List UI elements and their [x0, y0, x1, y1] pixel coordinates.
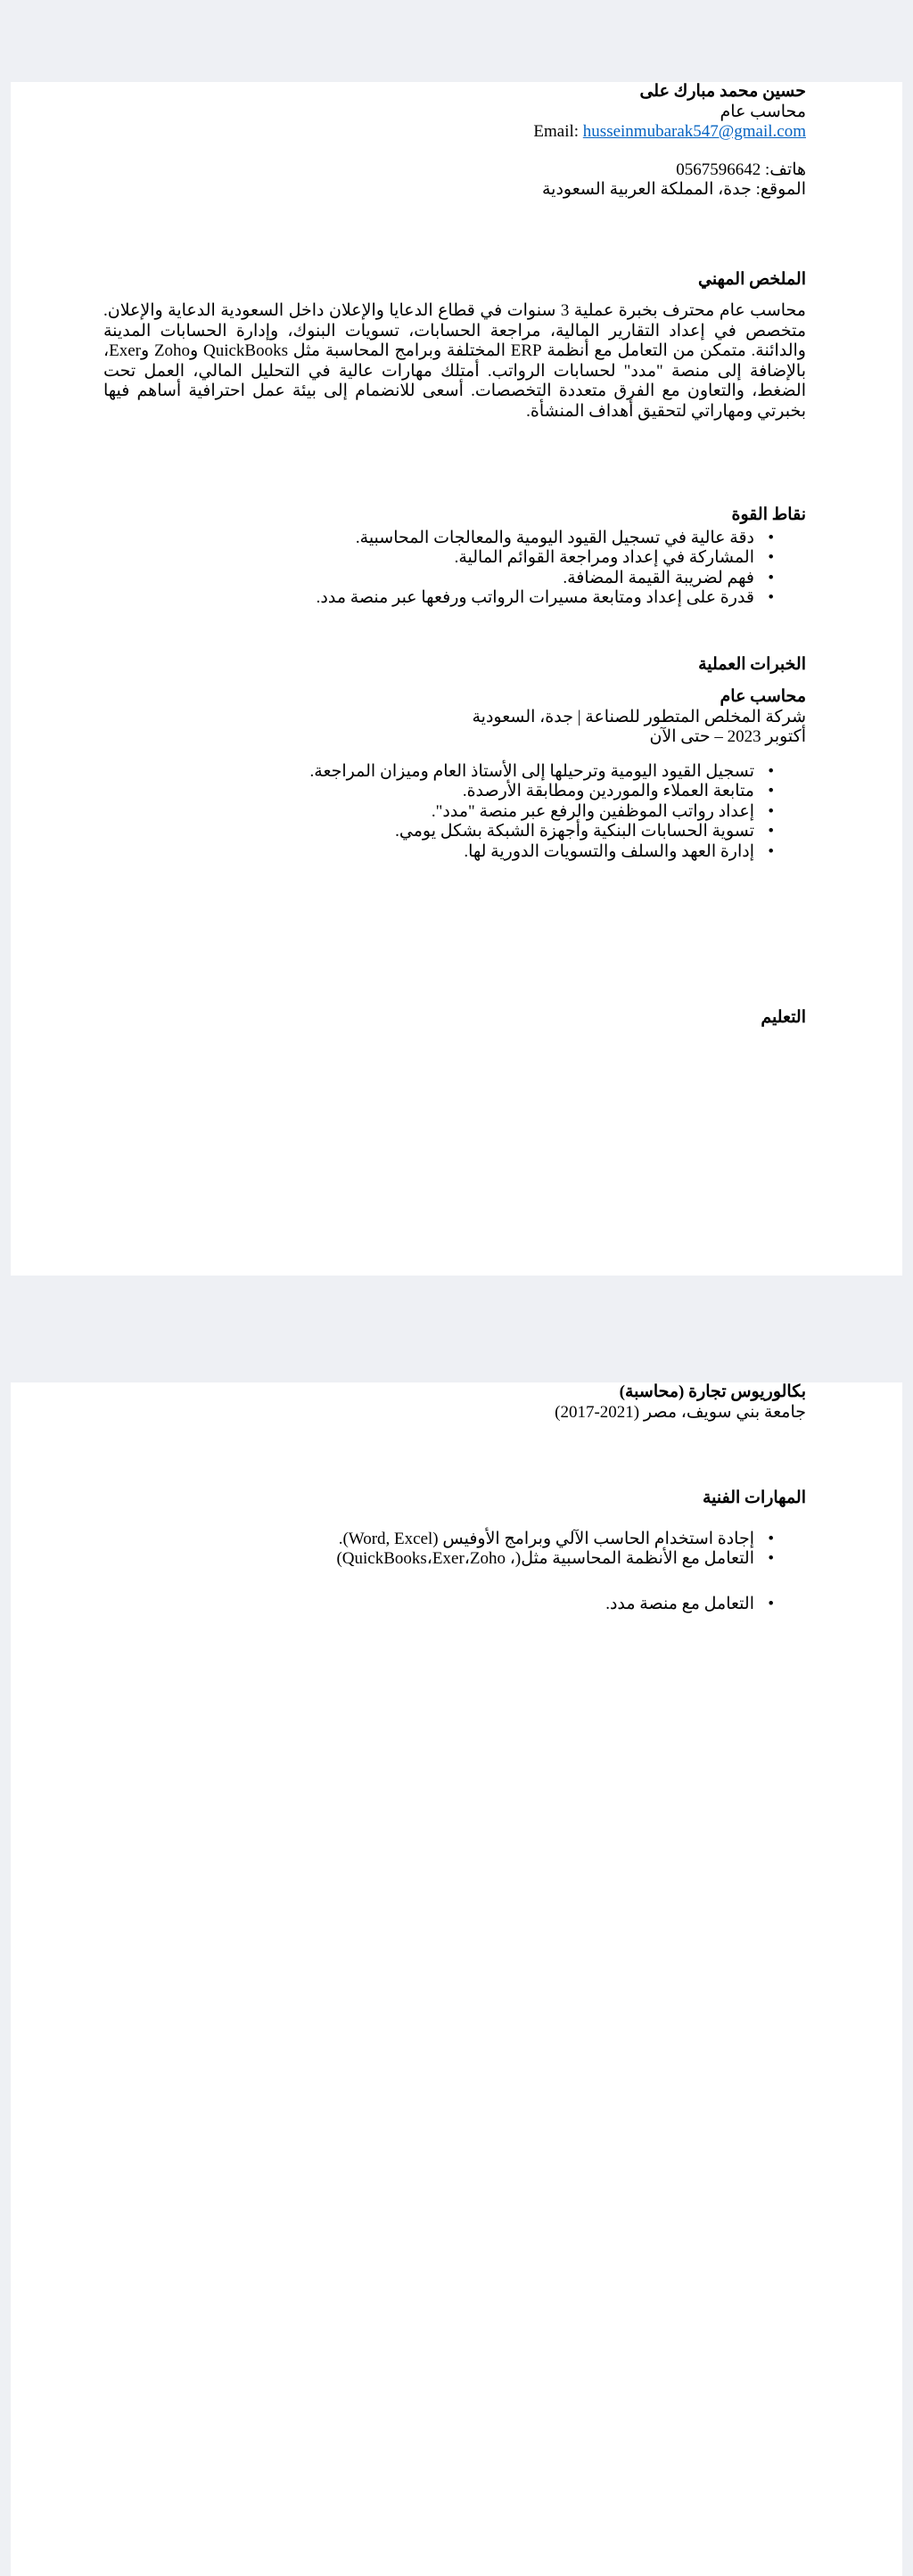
candidate-name: حسين محمد مبارك على — [639, 82, 806, 101]
list-item: • متابعة العملاء والموردين ومطابقة الأرصدة. — [103, 782, 774, 802]
list-item: • قدرة على إعداد ومتابعة مسيرات الرواتب ورفعها عبر منصة مدد. — [103, 588, 774, 609]
education-entry — [103, 1382, 806, 1423]
date-range: أكتوبر 2023 – حتى الآن — [649, 727, 806, 746]
experience-list — [103, 762, 806, 863]
phone-line: هاتف: 0567596642 — [676, 160, 806, 179]
email-label: Email: — [533, 122, 583, 141]
list-item: • تسجيل القيود اليومية وترحيلها إلى الأستاذ العام وميزان المراجعة. — [103, 762, 774, 783]
list-item: • تسوية الحسابات البنكية وأجهزة الشبكة بشكل يومي. — [103, 822, 774, 842]
list-item: • فهم لضريبة القيمة المضافة. — [103, 569, 774, 589]
contact-block — [103, 160, 806, 201]
resume-header — [103, 82, 806, 201]
skills-list — [103, 1530, 806, 1615]
list-item: • إجادة استخدام الحاسب الآلي وبرامج الأوفيس (Word, Excel). — [103, 1530, 774, 1550]
candidate-job-title: محاسب عام — [720, 102, 806, 121]
email-line — [103, 122, 806, 143]
job-title: محاسب عام — [720, 687, 806, 706]
list-item: • إعداد رواتب الموظفين والرفع عبر منصة "مدد". — [103, 802, 774, 823]
section-heading-skills: المهارات الفنية — [702, 1489, 806, 1507]
list-item: • إدارة العهد والسلف والتسويات الدورية لها. — [103, 842, 774, 863]
section-heading-summary: الملخص المهني — [697, 269, 806, 289]
degree-title: بكالوريوس تجارة (محاسبة) — [619, 1382, 806, 1401]
section-heading-strengths: نقاط القوة — [731, 505, 806, 524]
list-item: • المشاركة في إعداد ومراجعة القوائم المالية. — [103, 548, 774, 569]
document-page-1 — [11, 82, 902, 1276]
summary-paragraph: محاسب عام محترف بخبرة عملية 3 سنوات في قطاع الدعايا والإعلان داخل السعودية الدعاية والإعلان. متخصص في إعداد التقارير المالية، مراجعة الحسابات، تسويات البنوك، وإدارة الحسابات المدينة والدائنة. متمكن من التعامل مع أنظمة ERP المختلفة وبرامج المحاسبة مثل QuickBooks وZoho وExer، بالإضافة إلى منصة "مدد" لحسابات الرواتب. أمتلك مهارات عالية في التحليل المالي، العمل تحت الضغط، والتعاون مع الفرق متعددة التخصصات. أسعى للانضمام إلى بيئة عمل احترافية أساهم فيها بخبرتي ومهاراتي لتحقيق أهداف المنشأة. — [103, 301, 806, 421]
strengths-list — [103, 529, 806, 609]
email-link[interactable]: husseinmubarak547@gmail.com — [582, 122, 806, 141]
job-block — [103, 687, 806, 748]
section-heading-education: التعليم — [761, 1008, 806, 1027]
company-line: شركة المخلص المتطور للصناعة | جدة، السعودية — [472, 707, 806, 726]
location-line: الموقع: جدة، المملكة العربية السعودية — [541, 180, 806, 199]
section-heading-experience: الخبرات العملية — [698, 654, 806, 674]
list-item: • التعامل مع الأنظمة المحاسبية مثل(، QuickBooks،Exer،Zoho) — [103, 1549, 774, 1570]
document-page-2 — [11, 1382, 902, 2576]
university-line: جامعة بني سويف، مصر (2021-2017) — [555, 1402, 806, 1422]
list-item: • دقة عالية في تسجيل القيود اليومية والمعالجات المحاسبية. — [103, 529, 774, 549]
list-item-clipped: • التعامل مع منصة مدد. — [103, 1595, 774, 1615]
